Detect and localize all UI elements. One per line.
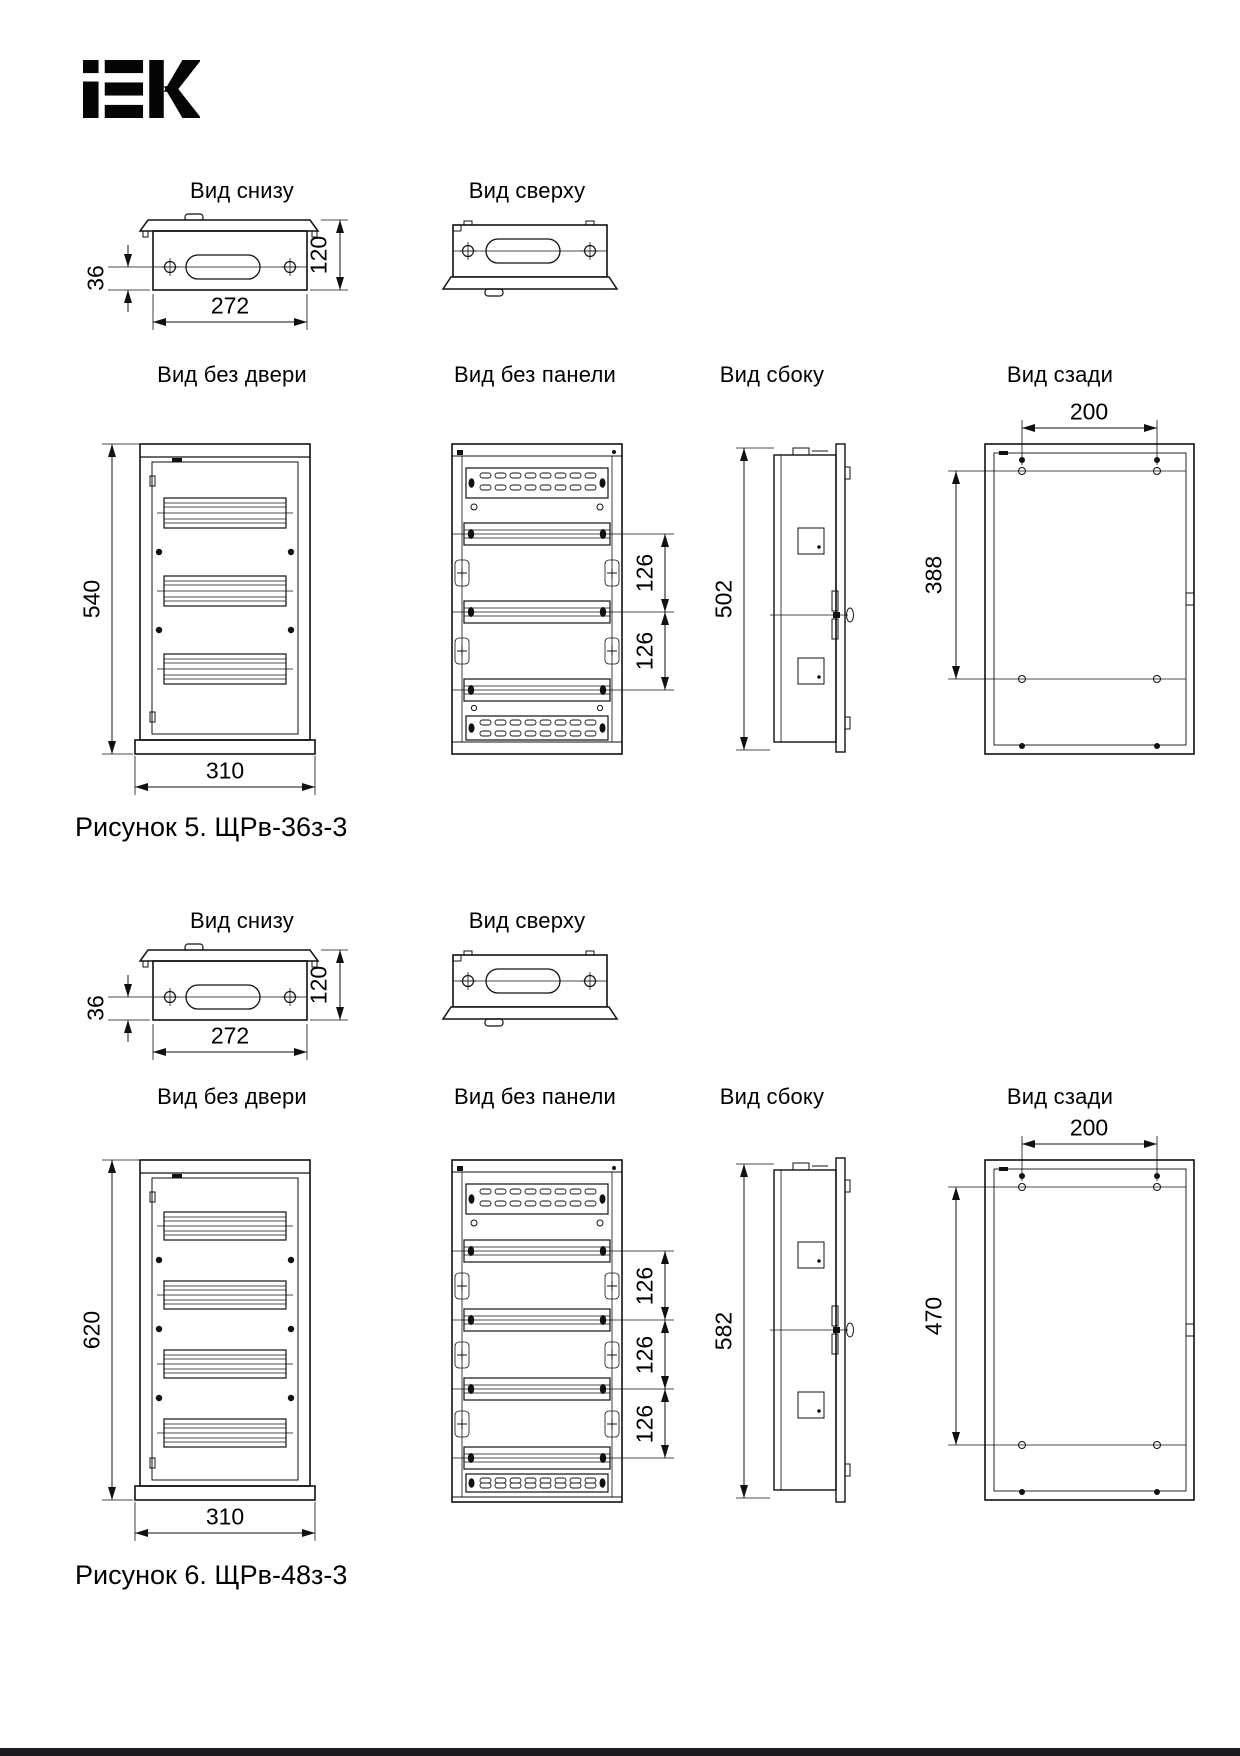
fig6-side-view-label: Вид сбоку [719, 1084, 825, 1109]
fig6-dim-310: 310 [205, 1503, 245, 1530]
fig6-dim-120: 120 [305, 965, 332, 1005]
fig5-dim-272: 272 [210, 292, 250, 319]
fig6-dim-126-2: 126 [631, 1335, 658, 1375]
fig6-top-view-drawing [443, 951, 617, 1026]
fig5-dim-310: 310 [205, 757, 245, 784]
fig6-dim-272: 272 [210, 1022, 250, 1049]
fig6-dim-126-3: 126 [631, 1404, 658, 1444]
fig5-dim-502: 502 [710, 579, 737, 619]
fig6-side-view-drawing [736, 1158, 854, 1502]
footer-bar [0, 1748, 1240, 1756]
fig6-no-panel-view-label: Вид без панели [454, 1084, 616, 1109]
fig6-dim-36: 36 [82, 995, 109, 1021]
fig6-top-view-label: Вид сверху [468, 908, 586, 933]
fig6-caption: Рисунок 6. ЩРв-48з-3 [75, 1560, 348, 1590]
fig5-no-door-view-drawing [102, 444, 315, 795]
fig5-dim-36: 36 [82, 265, 109, 291]
iek-logo [83, 60, 200, 118]
fig6-no-door-view-label: Вид без двери [157, 1084, 307, 1109]
fig6-rear-view-label: Вид сзади [1006, 1084, 1114, 1109]
fig5-caption: Рисунок 5. ЩРв-36з-3 [75, 812, 348, 842]
fig6-dim-126-1: 126 [631, 1266, 658, 1306]
fig6-dim-200: 200 [1069, 1114, 1109, 1141]
fig5-no-door-view-label: Вид без двери [157, 362, 307, 387]
fig5-no-panel-view-label: Вид без панели [454, 362, 616, 387]
fig5-no-panel-view-drawing [452, 444, 674, 754]
fig5-dim-126-2: 126 [631, 631, 658, 671]
fig5-rear-view-label: Вид сзади [1006, 362, 1114, 387]
fig5-dim-120: 120 [305, 235, 332, 275]
fig5-top-view-label: Вид сверху [468, 178, 586, 203]
fig6-dim-620: 620 [78, 1310, 105, 1350]
iek-logo-glyphs [83, 60, 200, 118]
fig5-dim-388: 388 [920, 555, 947, 595]
fig5-dim-540: 540 [78, 579, 105, 619]
fig6-dim-582: 582 [710, 1311, 737, 1351]
fig6-no-door-view-drawing [102, 1160, 315, 1541]
fig6-bottom-view-label: Вид снизу [190, 908, 294, 933]
fig5-bottom-view-label: Вид снизу [190, 178, 294, 203]
fig6-dim-470: 470 [920, 1296, 947, 1336]
fig5-top-view-drawing [443, 221, 617, 296]
fig5-rear-view-drawing [948, 420, 1194, 754]
fig5-dim-200: 200 [1069, 398, 1109, 425]
fig5-side-view-drawing [736, 444, 854, 752]
fig5-dim-126-1: 126 [631, 553, 658, 593]
fig6-no-panel-view-drawing [452, 1160, 674, 1502]
fig5-side-view-label: Вид сбоку [719, 362, 825, 387]
fig6-rear-view-drawing [948, 1136, 1194, 1500]
